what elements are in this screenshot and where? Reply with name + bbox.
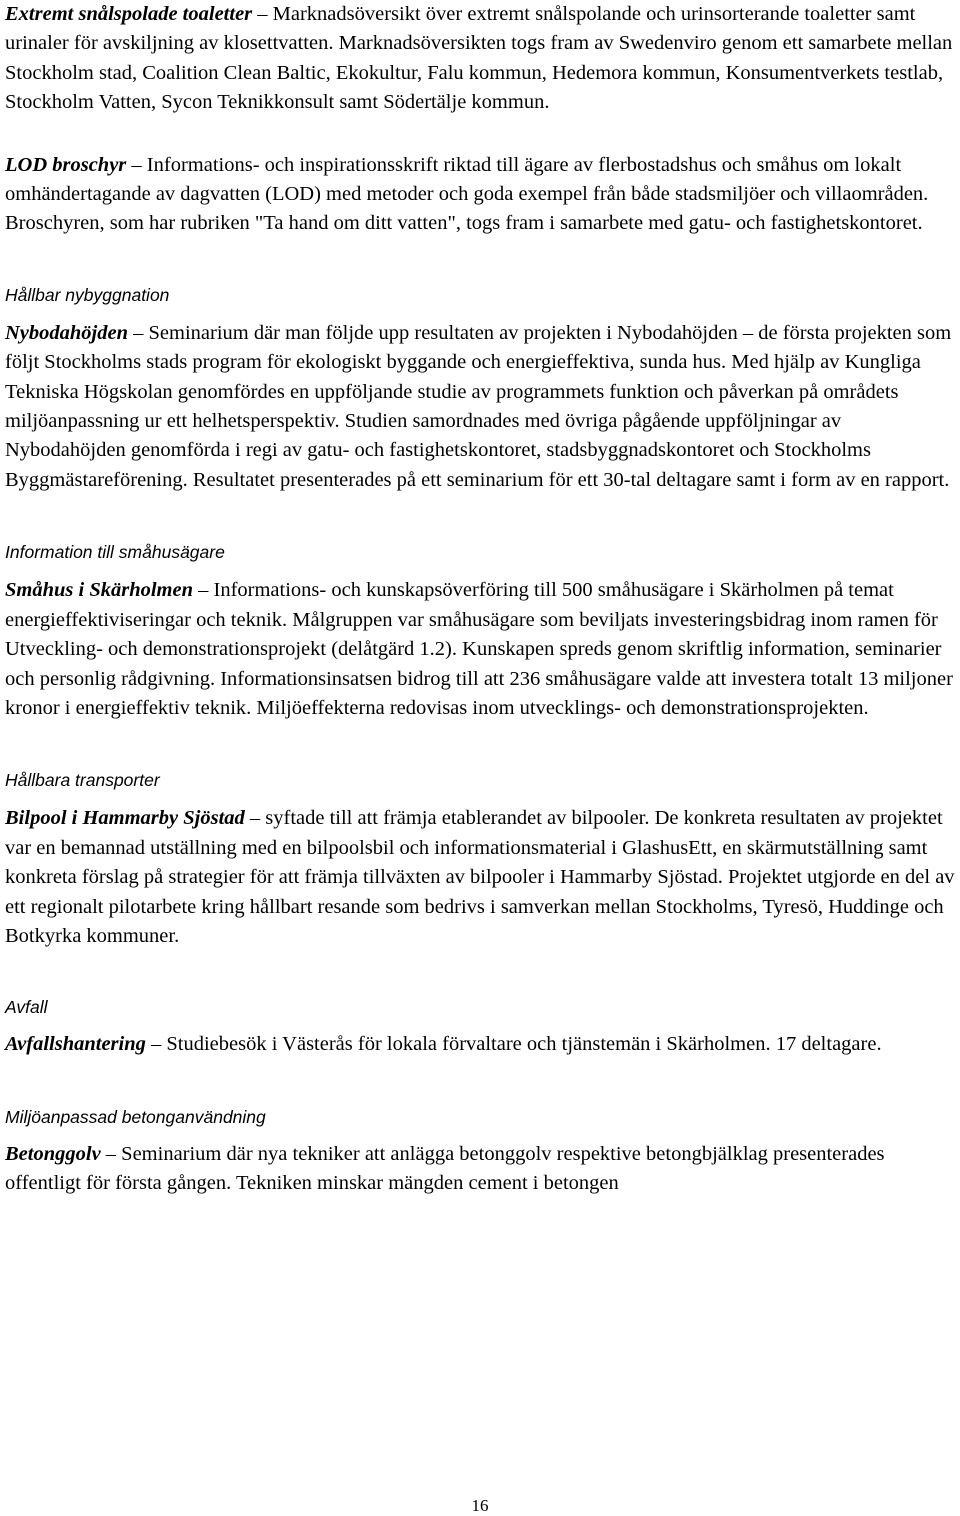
section-heading-hallbar-nybyggnation: Hållbar nybyggnation bbox=[5, 284, 170, 305]
paragraph-lead: Nybodahöjden bbox=[5, 321, 128, 344]
paragraph-lead: LOD broschyr bbox=[5, 153, 127, 176]
paragraph-extremt-snalspolade-toaletter bbox=[5, 0, 957, 118]
paragraph-lead: Småhus i Skärholmen bbox=[5, 579, 193, 602]
paragraph-lead: Betonggolv bbox=[5, 1142, 101, 1165]
paragraph-body: – Marknadsöversikt över extremt snålspolande och urinsorterande toaletter samt urinaler för avskiljning av klosettvatten. Marknadsöversikten togs fram av Swedenviro genom ett samarbete mellan Stockholm stad, Coalition Clean Baltic, Ekokultur, Falu kommun, Hedemora kommun, Konsumentverkets testlab, Stockholm Vatten, Sycon Teknikkonsult samt Södertälje kommun. bbox=[5, 3, 953, 114]
paragraph-body: – Informations- och inspirationsskrift riktad till ägare av flerbostadshus och småhus om lokalt omhändertagande av dagvatten (LOD) med metoder och goda exempel från både stadsmiljöer och villaområden. Broschyren, som har rubriken "Ta hand om ditt vatten", togs fram i samarbete med gatu- och fastighetskontoret. bbox=[5, 153, 929, 235]
paragraph-smahus-i-skarholmen bbox=[5, 576, 957, 723]
section-heading-information-smahusagare: Information till småhusägare bbox=[5, 542, 225, 563]
document-page bbox=[5, 0, 957, 1199]
paragraph-lod-broschyr bbox=[5, 151, 957, 239]
paragraph-body: – Seminarium där nya tekniker att anlägga betonggolv respektive betongbjälklag presenterades offentligt för första gången. Tekniken minskar mängden cement i betongen bbox=[5, 1142, 885, 1195]
paragraph-body: – Seminarium där man följde upp resultaten av projekten i Nybodahöjden – de första projekten som följt Stockholms stads program för ekologiskt byggande och energieffektiva, sunda hus. Med hjälp av Kungliga Tekniska Högskolan genomfördes en uppföljande studie av programmets funktion och påverkan på områdets miljöanpassning ur ett helhetsperspektiv. Studien samordnades med övriga pågående uppföljningar av Nybodahöjden genomförda i regi av gatu- och fastighetskontoret, stadsbyggnadskontoret och Stockholms Byggmästareförening. Resultatet presenterades på ett seminarium för ett 30-tal deltagare samt i form av en rapport. bbox=[5, 321, 952, 491]
section-heading-miljoanpassad-betonganvandning: Miljöanpassad betonganvändning bbox=[5, 1106, 266, 1127]
paragraph-body: – Studiebesök i Västerås för lokala förvaltare och tjänstemän i Skärholmen. 17 deltagare. bbox=[145, 1033, 882, 1056]
paragraph-lead: Bilpool i Hammarby Sjöstad bbox=[5, 807, 245, 830]
section-heading-avfall: Avfall bbox=[5, 997, 48, 1018]
page-number: 16 bbox=[471, 1496, 489, 1515]
paragraph-avfallshantering bbox=[5, 1030, 957, 1059]
paragraph-bilpool-hammarby-sjostad bbox=[5, 804, 957, 951]
paragraph-betonggolv bbox=[5, 1140, 957, 1199]
paragraph-body: – Informations- och kunskapsöverföring till 500 småhusägare i Skärholmen på temat energieffektiviseringar och teknik. Målgruppen var småhusägare som beviljats investeringsbidrag inom ramen för Utveckling- och demonstrationsprojekt (delåtgärd 1.2). Kunskapen spreds genom skriftlig information, seminarier och personlig rådgivning. Informationsinsatsen bidrog till att 236 småhusägare valde att investera totalt 13 miljoner kronor i energieffektiv teknik. Miljöeffekterna redovisas inom utvecklings- och demonstrationsprojekten. bbox=[5, 579, 953, 719]
paragraph-lead: Extremt snålspolade toaletter bbox=[5, 3, 253, 25]
section-heading-hallbara-transporter: Hållbara transporter bbox=[5, 770, 160, 791]
paragraph-lead: Avfallshantering bbox=[5, 1033, 146, 1056]
paragraph-body: – syftade till att främja etablerandet av bilpooler. De konkreta resultaten av projektet var en bemannad utställning med en bilpoolsbil och informationsmaterial i GlashusEtt, en skärmutställning samt konkreta förslag på strategier för att främja tillväxten av bilpooler i Hammarby Sjöstad. Projektet utgjorde en del av ett regionalt pilotarbete kring hållbart resande som bedrivs i samverkan mellan Stockholms, Tyresö, Huddinge och Botkyrka kommuner. bbox=[5, 807, 955, 947]
paragraph-nybodahojden bbox=[5, 319, 957, 495]
